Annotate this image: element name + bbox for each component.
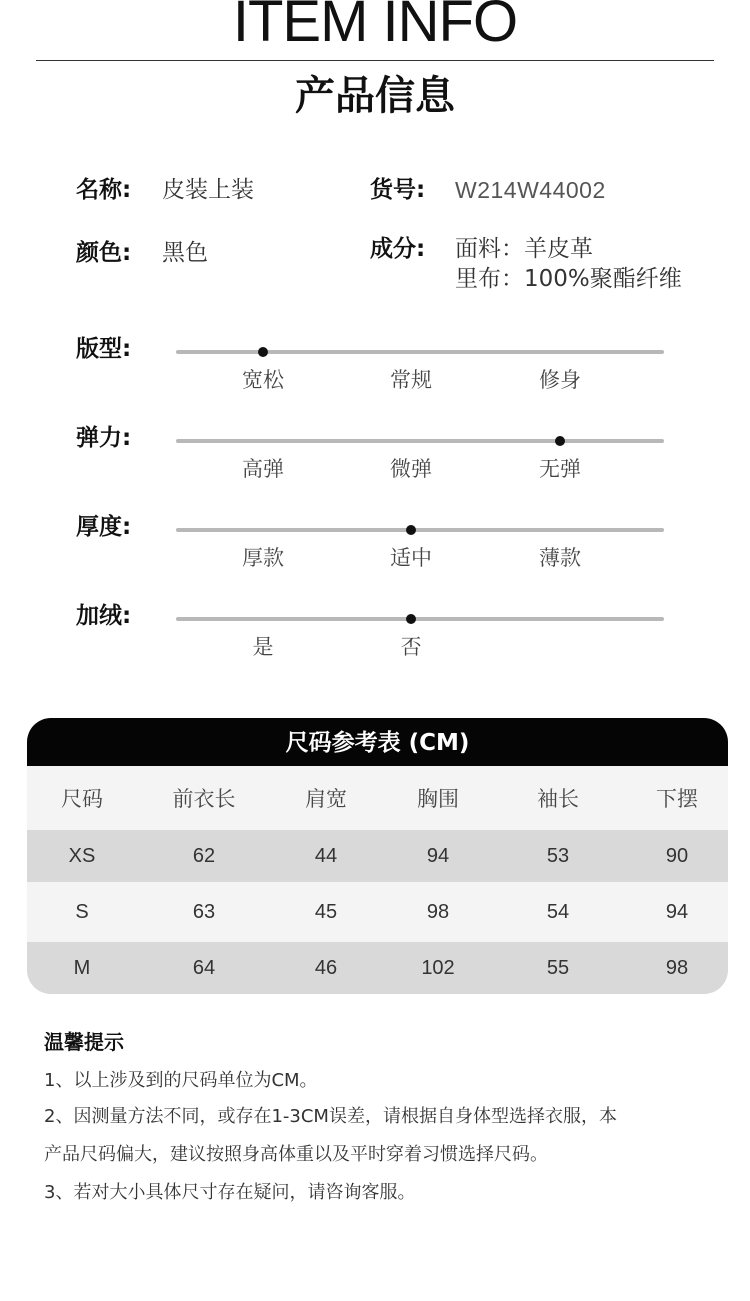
name-value: 皮装上装	[162, 177, 254, 203]
size-chart-header-cell: 肩宽	[305, 787, 347, 811]
size-value-cell: 94	[426, 844, 450, 867]
header-title-cn: 产品信息	[295, 73, 455, 119]
attribute-selected-marker	[555, 436, 565, 446]
composition-label: 成分:	[370, 236, 426, 262]
size-label-cell: M	[73, 956, 91, 979]
tip-line-2a: 2、因测量方法不同，或存在1-3CM误差，请根据自身体型选择衣服，本	[44, 1106, 617, 1127]
attribute-option: 厚款	[242, 546, 284, 570]
size-value-cell: 98	[665, 956, 689, 979]
attribute-option: 薄款	[539, 546, 581, 570]
size-label-cell: XS	[68, 844, 96, 867]
attribute-label: 版型:	[76, 336, 132, 362]
size-value-cell: 45	[314, 900, 338, 923]
attribute-option: 修身	[539, 368, 581, 392]
attribute-selected-marker	[258, 347, 268, 357]
size-chart	[27, 718, 728, 994]
size-label-cell: S	[75, 900, 89, 923]
tip-line-3: 3、若对大小具体尺寸存在疑问，请咨询客服。	[44, 1182, 416, 1203]
tip-line-2b: 产品尺码偏大，建议按照身高体重以及平时穿着习惯选择尺码。	[44, 1144, 548, 1165]
table-row	[27, 882, 728, 942]
size-value-cell: 64	[192, 956, 216, 979]
attribute-label: 加绒:	[76, 603, 132, 629]
size-chart-title: 尺码参考表 (CM)	[27, 718, 728, 766]
header-divider	[36, 60, 714, 61]
size-value-cell: 44	[314, 844, 338, 867]
composition-fabric: 面料：羊皮革	[455, 236, 593, 262]
name-label: 名称:	[76, 177, 132, 203]
size-value-cell: 55	[546, 956, 570, 979]
size-value-cell: 90	[665, 844, 689, 867]
attribute-track	[176, 439, 664, 443]
table-row	[27, 830, 728, 882]
tip-line-1: 1、以上涉及到的尺码单位为CM。	[44, 1070, 318, 1091]
size-value-cell: 46	[314, 956, 338, 979]
size-value-cell: 62	[192, 844, 216, 867]
size-value-cell: 54	[546, 900, 570, 923]
size-value-cell: 102	[421, 956, 455, 979]
size-chart-header-cell: 胸围	[417, 787, 459, 811]
attribute-option: 适中	[390, 546, 432, 570]
attribute-selected-marker	[406, 614, 416, 624]
size-value-cell: 98	[426, 900, 450, 923]
tips-title: 温馨提示	[44, 1030, 124, 1054]
size-chart-header-cell: 尺码	[61, 787, 103, 811]
attribute-option: 宽松	[242, 368, 284, 392]
size-chart-body	[27, 830, 728, 994]
color-value: 黑色	[162, 240, 208, 266]
attribute-track	[176, 528, 664, 532]
composition-lining: 里布：100%聚酯纤维	[455, 266, 682, 292]
attribute-option: 无弹	[539, 457, 581, 481]
size-chart-header-cell: 袖长	[537, 787, 579, 811]
size-value-cell: 94	[665, 900, 689, 923]
size-chart-header-cell: 前衣长	[172, 787, 236, 811]
attribute-label: 弹力:	[76, 425, 132, 451]
size-chart-header-row	[27, 766, 728, 830]
size-value-cell: 53	[546, 844, 570, 867]
sku-value: W214W44002	[455, 177, 606, 203]
size-chart-header-cell: 下摆	[656, 787, 698, 811]
attribute-option: 微弹	[390, 457, 432, 481]
attribute-option: 常规	[390, 368, 432, 392]
color-label: 颜色:	[76, 240, 132, 266]
attribute-option: 否	[400, 635, 422, 659]
attribute-option: 高弹	[242, 457, 284, 481]
sku-label: 货号:	[370, 177, 426, 203]
attribute-option: 是	[252, 635, 274, 659]
size-value-cell: 63	[192, 900, 216, 923]
table-row	[27, 942, 728, 994]
attribute-label: 厚度:	[76, 514, 132, 540]
header-title-en: ITEM INFO	[232, 0, 518, 54]
attribute-selected-marker	[406, 525, 416, 535]
attribute-track	[176, 350, 664, 354]
attribute-track	[176, 617, 664, 621]
